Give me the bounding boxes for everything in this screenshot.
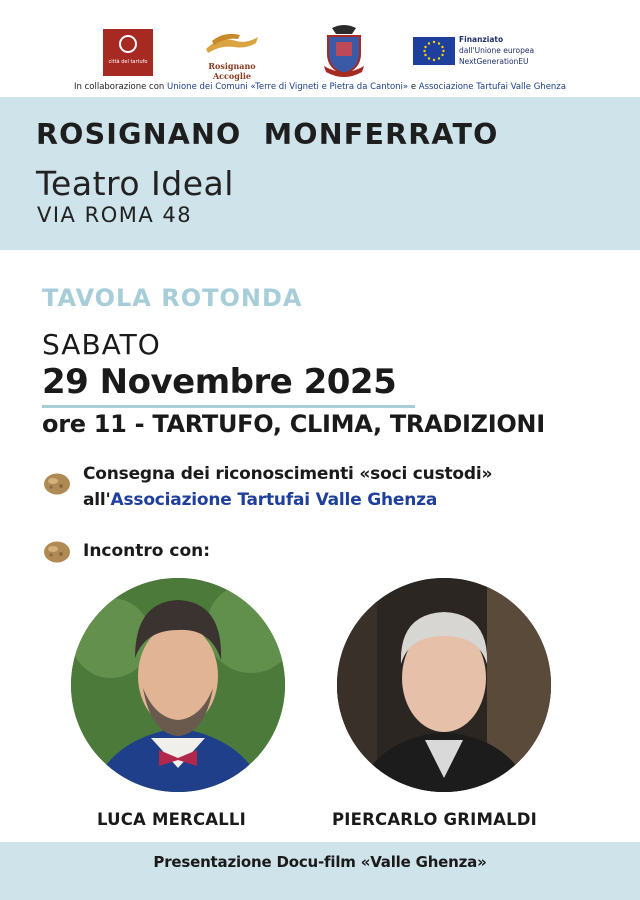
logos-row (0, 0, 640, 80)
footer-docufilm: Presentazione Docu-film «Valle Ghenza» (153, 853, 487, 871)
award-recipient-association: Associazione Tartufai Valle Ghenza (110, 490, 438, 510)
eu-funding-text (459, 34, 534, 67)
collaboration-joiner: e (410, 82, 417, 92)
hands-icon (202, 27, 262, 57)
eu-line1: Finanziato (459, 35, 504, 44)
event-day: SABATO (42, 328, 161, 361)
meeting-label: Incontro con: (83, 541, 211, 561)
speaker-portrait-1 (71, 578, 285, 792)
footer-band (0, 842, 640, 900)
speaker-2-photo (337, 578, 551, 792)
coat-of-arms-icon (322, 24, 366, 78)
collaboration-prefix: In collaborazione con (74, 82, 165, 92)
citta-tartufo-logo-text: città del tartufo (108, 59, 148, 65)
event-kind: TAVOLA ROTONDA (42, 284, 303, 312)
venue-address: VIA ROMA 48 (37, 203, 193, 227)
citta-del-tartufo-logo (103, 29, 153, 76)
city-title: ROSIGNANO MONFERRATO (36, 118, 499, 151)
speaker-2-name: PIERCARLO GRIMALDI (332, 810, 538, 829)
collaboration-partner-union: Unione dei Comuni «Terre di Vigneti e Pietra da Cantoni» (167, 82, 409, 92)
event-topic: ore 11 - TARTUFO, CLIMA, TRADIZIONI (42, 410, 545, 438)
eu-flag-icon (413, 37, 455, 65)
truffle-bullet-icon (43, 472, 71, 496)
speaker-1-name: LUCA MERCALLI (97, 810, 246, 829)
event-date: 29 Novembre 2025 (42, 362, 397, 402)
speaker-1-photo (71, 578, 285, 792)
truffle-outline-icon (119, 35, 137, 53)
rosignano-accoglie-logo (190, 27, 274, 81)
award-recipient-prefix: all' (83, 490, 111, 510)
eu-line2: dall'Unione europea (459, 46, 535, 55)
award-recipient-line (83, 490, 437, 510)
truffle-bullet-icon (43, 540, 71, 564)
eu-funding-logo (413, 34, 563, 70)
collaboration-line (0, 82, 640, 92)
date-underline (42, 405, 415, 408)
collaboration-partner-association: Associazione Tartufai Valle Ghenza (418, 82, 566, 92)
eu-line3: NextGenerationEU (459, 57, 529, 66)
rosignano-accoglie-text: Rosignano Accoglie (208, 61, 256, 81)
award-line: Consegna dei riconoscimenti «soci custodi» (83, 464, 493, 484)
venue-name: Teatro Ideal (36, 164, 234, 203)
speaker-portrait-2 (337, 578, 551, 792)
